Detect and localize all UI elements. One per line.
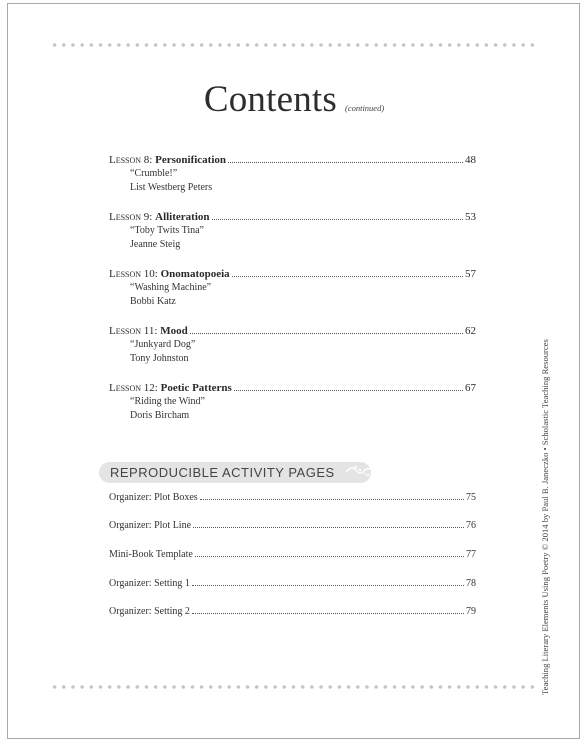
lesson-topic: Onomatopoeia <box>160 268 230 280</box>
toc-entry-setting-1[interactable] <box>109 577 476 591</box>
poem-title: “Toby Twits Tina” <box>130 225 204 236</box>
lesson-topic: Alliteration <box>155 211 210 223</box>
dot-leader <box>195 556 464 557</box>
lesson-number: Lesson 11: <box>109 325 158 337</box>
lesson-topic: Mood <box>160 325 188 337</box>
dot-leader <box>228 162 463 163</box>
toc-entry-lesson-11[interactable] <box>109 324 476 366</box>
poem-author: Jeanne Steig <box>130 239 181 250</box>
dot-leader <box>200 499 464 500</box>
dot-leader <box>232 276 463 277</box>
page-number: 48 <box>465 154 476 166</box>
page-number: 77 <box>466 549 476 560</box>
lesson-number: Lesson 9: <box>109 211 153 223</box>
lesson-number: Lesson 8: <box>109 154 153 166</box>
page-number: 75 <box>466 492 476 503</box>
entry-label: Mini-Book Template <box>109 549 193 560</box>
toc-entry-lesson-12[interactable] <box>109 381 476 423</box>
page-number: 67 <box>465 382 476 394</box>
page-number: 79 <box>466 606 476 617</box>
poem-author: Bobbi Katz <box>130 296 176 307</box>
poem-title: “Crumble!” <box>130 168 178 179</box>
toc-entry-lesson-9[interactable] <box>109 210 476 252</box>
toc-entry-plot-boxes[interactable] <box>109 491 476 505</box>
entry-label: Organizer: Setting 2 <box>109 606 190 617</box>
dot-leader <box>212 219 463 220</box>
toc-entry-setting-2[interactable] <box>109 605 476 619</box>
page-number: 57 <box>465 268 476 280</box>
toc-entry-plot-line[interactable] <box>109 519 476 533</box>
toc-entry-mini-book[interactable] <box>109 548 476 562</box>
poem-author: Tony Johnston <box>130 353 189 364</box>
poem-title: “Junkyard Dog” <box>130 339 196 350</box>
dot-leader <box>190 333 463 334</box>
dot-leader <box>193 527 464 528</box>
dot-leader <box>234 390 463 391</box>
side-credit <box>537 319 553 695</box>
page-number: 76 <box>466 520 476 531</box>
page-header <box>0 78 588 121</box>
entry-label: Organizer: Plot Boxes <box>109 492 198 503</box>
dot-leader <box>192 613 464 614</box>
page-number: 78 <box>466 578 476 589</box>
title-note: (continued) <box>344 103 385 113</box>
toc-entry-lesson-8[interactable] <box>109 153 476 195</box>
lesson-topic: Personification <box>155 154 227 166</box>
page-title: Contents <box>203 79 337 120</box>
entry-label: Organizer: Plot Line <box>109 520 192 531</box>
dot-leader <box>192 585 464 586</box>
lesson-number: Lesson 12: <box>109 382 158 394</box>
page-number: 53 <box>465 211 476 223</box>
poem-title: “Washing Machine” <box>130 282 212 293</box>
poem-author: Doris Bircham <box>130 410 190 421</box>
section-banner <box>99 462 371 483</box>
bottom-dot-divider <box>50 685 536 689</box>
top-dot-divider <box>50 43 536 47</box>
lesson-topic: Poetic Patterns <box>160 382 232 394</box>
entry-label: Organizer: Setting 1 <box>109 578 190 589</box>
side-credit-text: Teaching Literary Elements Using Poetry © 2014 by Paul B. Janeczko • Scholastic Teaching Resources <box>540 339 550 695</box>
section-title: REPRODUCIBLE ACTIVITY PAGES <box>110 465 335 480</box>
poem-title: “Riding the Wind” <box>130 396 205 407</box>
lesson-number: Lesson 10: <box>109 268 158 280</box>
flourish-icon <box>345 464 375 482</box>
page-number: 62 <box>465 325 476 337</box>
toc-entry-lesson-10[interactable] <box>109 267 476 309</box>
poem-author: List Westberg Peters <box>130 182 213 193</box>
